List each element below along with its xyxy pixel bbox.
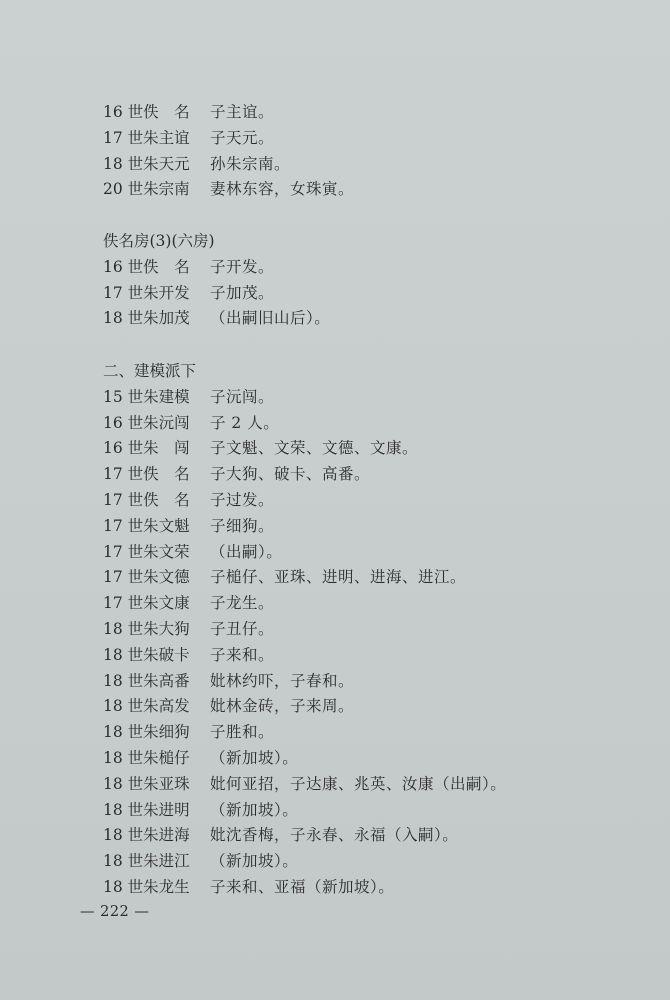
person-generation: 18 世朱加茂 [103,309,190,328]
person-generation: 18 世朱亚珠 [103,774,190,793]
genealogy-row [103,462,506,488]
person-note: 子天元。 [210,128,275,147]
genealogy-row [103,281,330,307]
genealogy-row [103,617,506,643]
person-generation: 18 世朱进明 [103,800,190,819]
person-note: 妣林约吓，子春和。 [210,671,355,690]
person-note: （新加坡）。 [210,852,299,871]
person-note: （出嗣）。 [210,542,283,561]
person-note: 妣何亚招，子达康、兆英、汝康（出嗣）。 [210,774,507,793]
person-generation: 18 世朱进江 [103,852,190,871]
person-generation: 17 世朱文荣 [103,542,190,561]
genealogy-row [103,306,330,332]
genealogy-row [103,488,506,514]
person-note: 子龙生。 [210,594,275,613]
person-note: （出嗣旧山后）。 [210,309,331,328]
genealogy-row [103,436,506,462]
person-generation: 16 世朱 闯 [103,439,190,458]
person-generation: 15 世朱建模 [103,387,190,406]
person-generation: 20 世朱宗南 [103,180,190,199]
person-generation: 18 世朱高发 [103,697,190,716]
genealogy-row [103,720,506,746]
genealogy-row [103,643,506,669]
person-generation: 16 世朱沅闯 [103,413,190,432]
person-note: 子来和。 [210,645,275,664]
genealogy-row [103,411,506,437]
person-note: 妣林金砖，子来周。 [210,697,355,716]
person-note: （新加坡）。 [210,800,299,819]
genealogy-row [103,798,506,824]
genealogy-row [103,100,354,126]
person-note: （新加坡）。 [210,748,299,767]
person-note: 妻林东容，女珠寅。 [210,180,355,199]
person-generation: 17 世朱开发 [103,283,190,302]
person-generation: 18 世朱进海 [103,826,190,845]
genealogy-section-a [103,100,354,203]
genealogy-row [103,875,506,901]
person-note: 孙朱宗南。 [210,154,291,173]
section-heading: 佚名房(3)(六房) [103,232,215,250]
genealogy-row [103,746,506,772]
person-note: 子大狗、破卡、高番。 [210,465,371,484]
person-generation: 17 世佚 名 [103,465,190,484]
person-note: 妣沈香梅，子永春、永福（入嗣）。 [210,826,459,845]
person-note: 子胜和。 [210,723,275,742]
person-generation: 18 世朱槌仔 [103,748,190,767]
person-note: 子丑仔。 [210,619,275,638]
genealogy-row [103,255,330,281]
person-note: 子主谊。 [210,103,275,121]
person-note: 子来和、亚福（新加坡）。 [210,877,395,896]
person-generation: 18 世朱大狗 [103,619,190,638]
genealogy-row [103,565,506,591]
person-note: 子文魁、文荣、文德、文康。 [210,439,419,458]
person-generation: 18 世朱天元 [103,154,190,173]
genealogy-row [103,823,506,849]
person-generation: 17 世朱主谊 [103,128,190,147]
person-generation: 16 世佚 名 [103,257,190,276]
genealogy-row [103,849,506,875]
person-generation: 17 世朱文德 [103,568,190,587]
person-note: 子开发。 [210,257,275,276]
genealogy-row [103,540,506,566]
genealogy-row [103,514,506,540]
person-note: 子过发。 [210,490,275,509]
genealogy-row [103,177,354,203]
section-heading: 二、建模派下 [103,362,197,380]
person-generation: 18 世朱破卡 [103,645,190,664]
person-note: 子加茂。 [210,283,275,302]
genealogy-row [103,669,506,695]
person-generation: 18 世朱细狗 [103,723,190,742]
person-note: 子沅闯。 [210,387,275,406]
genealogy-section-c [103,359,506,901]
genealogy-section-b [103,229,330,332]
person-generation: 17 世佚 名 [103,490,190,509]
person-generation: 17 世朱文魁 [103,516,190,535]
genealogy-row [103,126,354,152]
genealogy-row [103,694,506,720]
person-note: 子槌仔、亚珠、进明、进海、进江。 [210,568,467,587]
person-generation: 18 世朱龙生 [103,877,190,896]
person-generation: 18 世朱高番 [103,671,190,690]
page-number: — 222 — [80,904,150,920]
genealogy-row [103,591,506,617]
genealogy-row [103,385,506,411]
genealogy-row [103,772,506,798]
person-note: 子 2 人。 [210,413,280,432]
person-generation: 17 世朱文康 [103,594,190,613]
genealogy-row [103,152,354,178]
person-generation: 16 世佚 名 [103,103,190,121]
person-note: 子细狗。 [210,516,275,535]
